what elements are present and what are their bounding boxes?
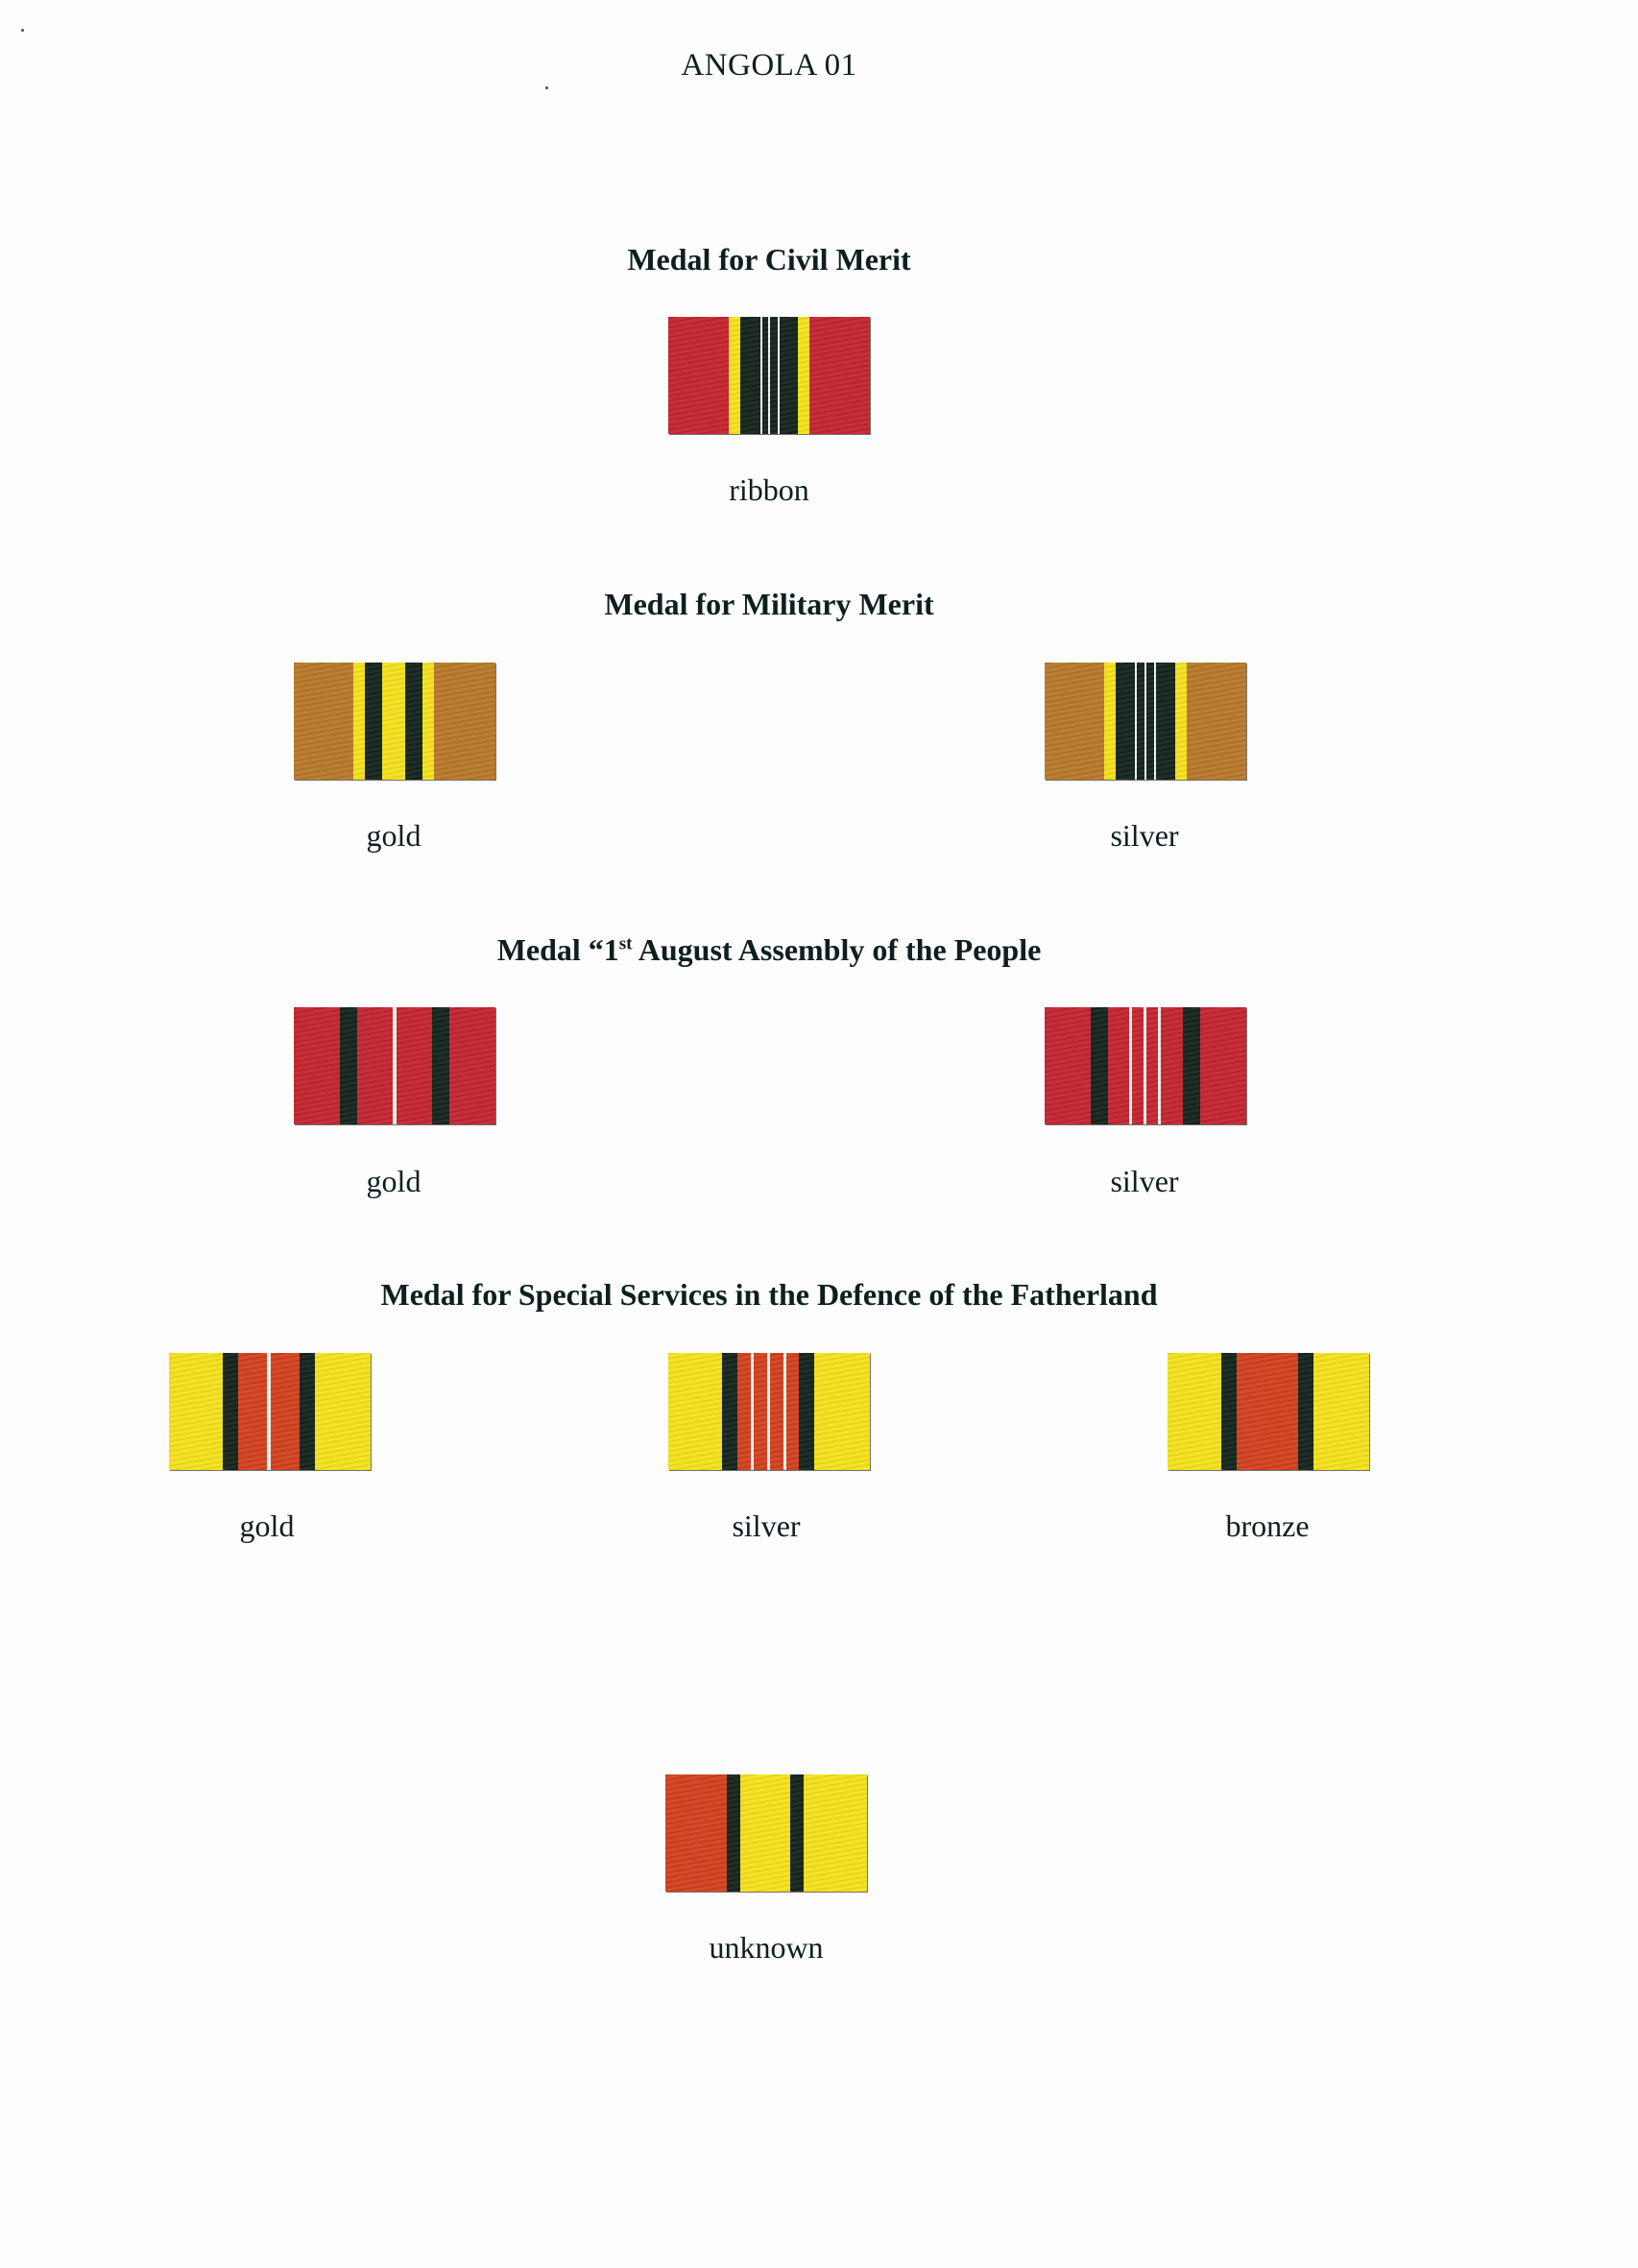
ribbon-unknown <box>665 1774 867 1892</box>
ribbon-civil-merit <box>668 317 870 434</box>
caption-gold: gold <box>366 1164 422 1198</box>
caption-silver: silver <box>732 1508 801 1543</box>
page-title: ANGOLA 01 <box>681 48 857 83</box>
caption-gold: gold <box>239 1508 295 1543</box>
ribbon-assembly-silver <box>1045 1007 1246 1124</box>
title-superscript: st <box>618 933 633 954</box>
caption-gold: gold <box>366 818 422 853</box>
section-title-assembly-people <box>0 932 1538 968</box>
scan-speck <box>21 29 24 32</box>
section-title-military-merit: Medal for Military Merit <box>604 587 934 621</box>
caption-silver: silver <box>1110 1164 1179 1198</box>
section-title-civil-merit: Medal for Civil Merit <box>627 242 911 277</box>
ribbon-assembly-gold <box>294 1007 495 1124</box>
caption-unknown: unknown <box>709 1930 824 1965</box>
caption-bronze: bronze <box>1225 1508 1310 1543</box>
ribbon-special-services-gold <box>169 1353 371 1470</box>
scan-speck <box>545 86 548 89</box>
ribbon-military-merit-silver <box>1045 663 1246 780</box>
ribbon-military-merit-gold <box>294 663 495 780</box>
title-part: Medal “1 <box>496 932 619 967</box>
caption-silver: silver <box>1110 818 1179 853</box>
ribbon-special-services-silver <box>668 1353 870 1470</box>
caption-ribbon: ribbon <box>729 472 809 507</box>
ribbon-special-services-bronze <box>1168 1353 1369 1470</box>
title-part: August Assembly of the People <box>632 932 1042 967</box>
section-title-special-services: Medal for Special Services in the Defence of the Fatherland <box>380 1277 1158 1312</box>
